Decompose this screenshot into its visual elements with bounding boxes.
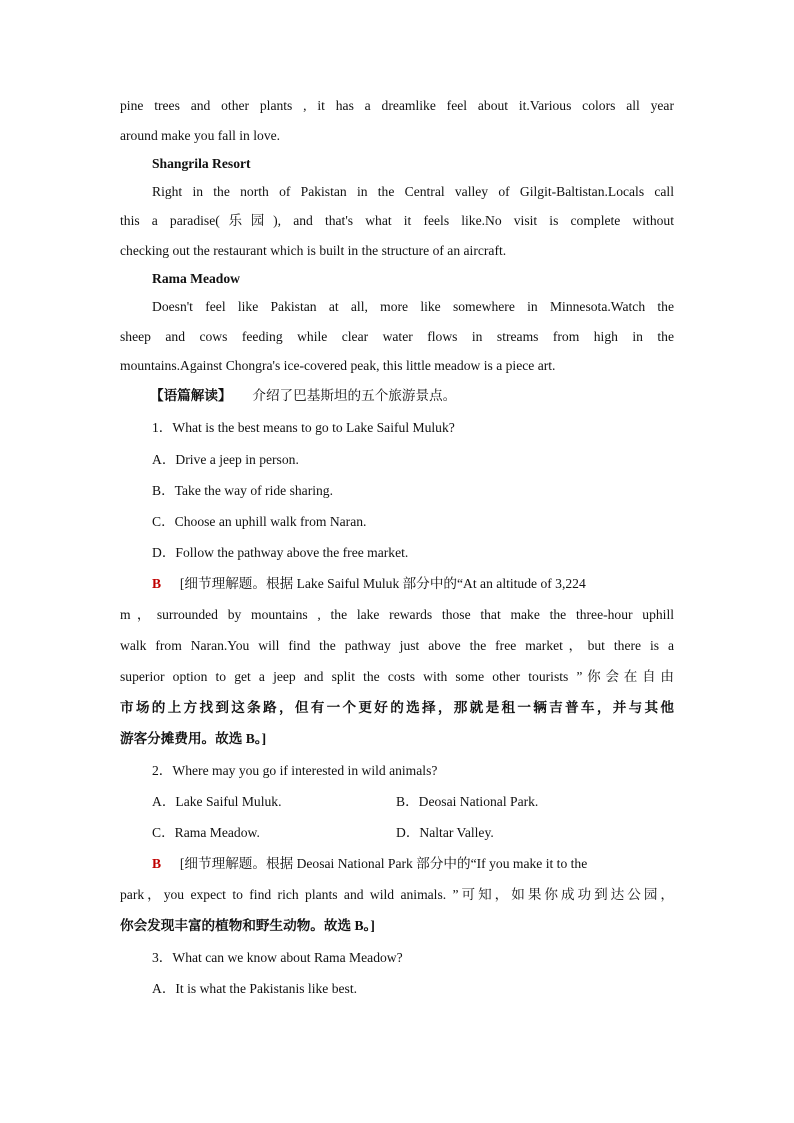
shangrila-line-1: Right in the north of Pakistan in the Central valley of Gilgit-Baltistan.Locals call (152, 184, 674, 199)
q1-explanation-line-2: m，surrounded by mountains , the lake rewards those that make the three-hour uphill (120, 607, 674, 622)
section-heading-shangrila: Shangrila Resort (152, 156, 251, 171)
q1-explanation-text-1: [细节理解题。根据 Lake Saiful Muluk 部分中的“At an altitude of 3,224 (179, 576, 586, 591)
q3-option-a: A．It is what the Pakistanis like best. (152, 981, 358, 996)
question-3: 3．What can we know about Rama Meadow? (152, 950, 403, 965)
q1-answer: B (152, 576, 162, 591)
q1-option-c: C．Choose an uphill walk from Naran. (152, 514, 367, 529)
q2-option-c: C．Rama Meadow. (152, 825, 260, 840)
q1-explanation-line-3: walk from Naran.You will find the pathway just above the free market，but there is a (120, 638, 674, 653)
q2-explanation-line-3: 你会发现丰富的植物和野生动物。故选 B。] (120, 918, 375, 933)
reading-label: 【语篇解读】 (150, 388, 232, 403)
intro-line-2: around make you fall in love. (120, 128, 281, 143)
reading-summary (150, 386, 456, 406)
q1-option-a: A．Drive a jeep in person. (152, 452, 299, 467)
q2-option-b: B．Deosai National Park. (396, 794, 539, 809)
rama-line-3: mountains.Against Chongra's ice-covered peak, this little meadow is a piece art. (120, 358, 556, 373)
q2-option-a: A．Lake Saiful Muluk. (152, 794, 282, 809)
q1-option-d: D．Follow the pathway above the free market. (152, 545, 409, 560)
question-2: 2．Where may you go if interested in wild animals? (152, 763, 438, 778)
q1-explanation-line-6: 游客分摊费用。故选 B。] (120, 731, 267, 746)
q2-explanation-text-1: [细节理解题。根据 Deosai National Park 部分中的“If you make it to the (179, 856, 588, 871)
intro-line-1: pine trees and other plants , it has a dreamlike feel about it.Various colors all year (120, 98, 674, 113)
rama-line-1: Doesn't feel like Pakistan at all, more like somewhere in Minnesota.Watch the (152, 299, 674, 314)
q1-explanation-line-1 (152, 574, 586, 594)
q2-option-d: D．Naltar Valley. (396, 825, 494, 840)
q1-explanation-line-5: 市场的上方找到这条路，但有一个更好的选择，那就是租一辆吉普车，并与其他 (120, 700, 674, 715)
section-heading-rama: Rama Meadow (152, 271, 240, 286)
q1-explanation-line-4: superior option to get a jeep and split the costs with some other tourists ”你会在自由 (120, 669, 674, 684)
q2-answer: B (152, 856, 162, 871)
q2-explanation-line-1 (152, 854, 587, 874)
shangrila-line-2: this a paradise(乐园), and that's what it feels like.No visit is complete without (120, 213, 674, 228)
q2-explanation-line-2: park，you expect to find rich plants and wild animals. ”可知，如果你成功到达公园， (120, 887, 674, 902)
q1-option-b: B．Take the way of ride sharing. (152, 483, 333, 498)
question-1: 1．What is the best means to go to Lake Saiful Muluk? (152, 420, 455, 435)
reading-text: 介绍了巴基斯坦的五个旅游景点。 (252, 388, 457, 403)
shangrila-line-3: checking out the restaurant which is built in the structure of an aircraft. (120, 243, 507, 258)
rama-line-2: sheep and cows feeding while clear water flows in streams from high in the (120, 329, 674, 344)
